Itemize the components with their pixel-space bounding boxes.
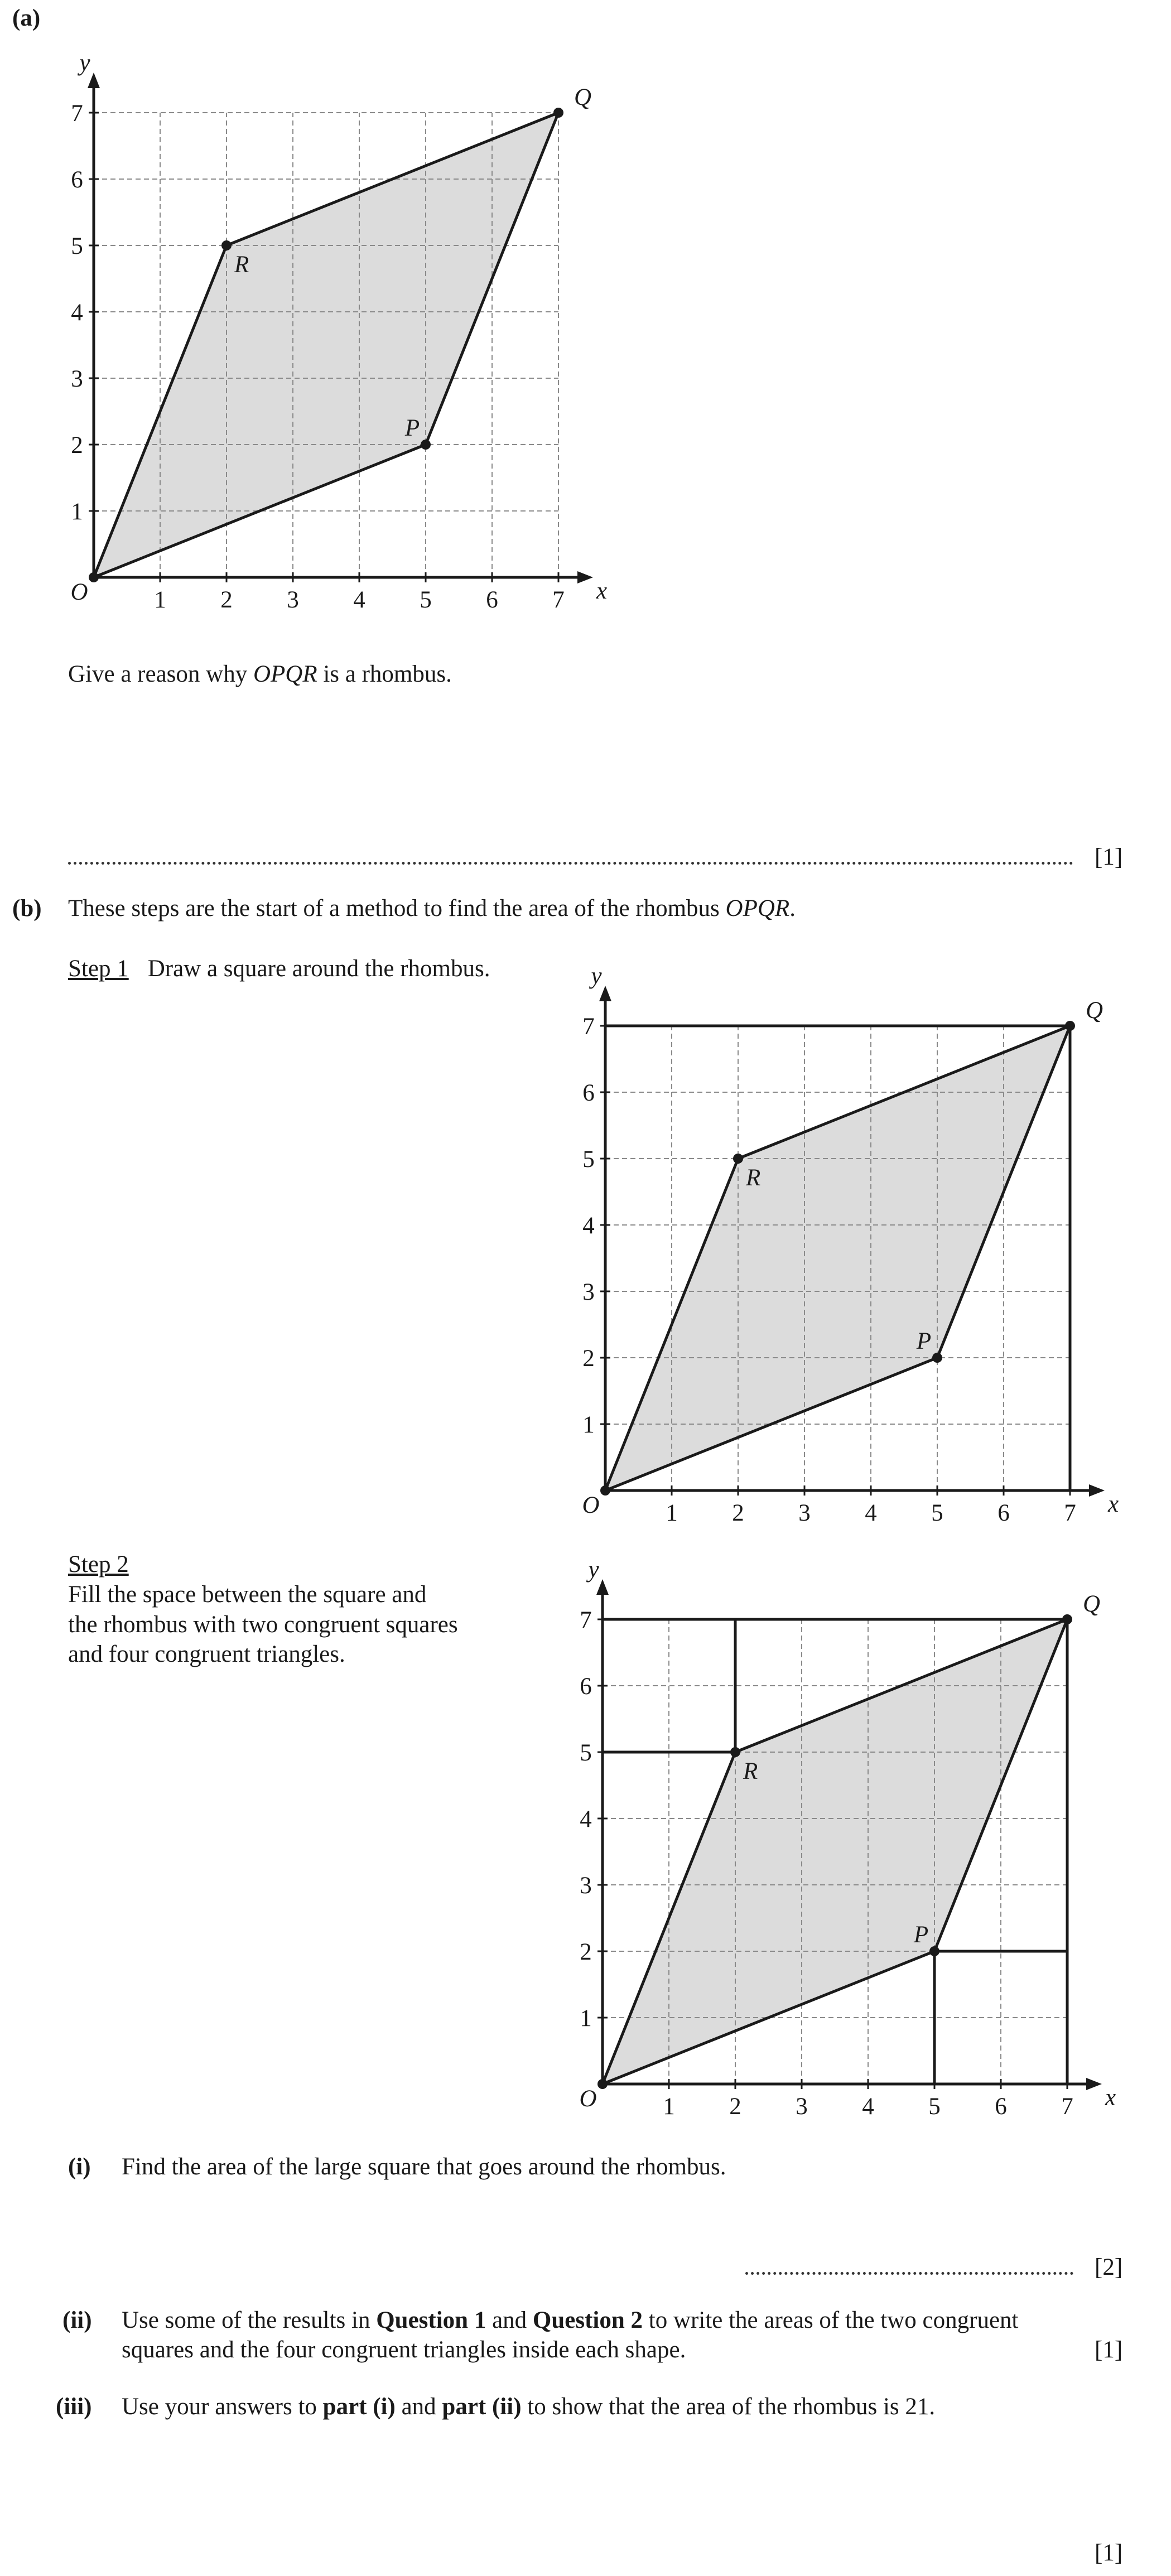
y-tick-label: 4 [580, 1806, 592, 1832]
point-label-p: P [916, 1328, 932, 1354]
x-axis-label: x [596, 578, 608, 604]
shape-name: OPQR [253, 661, 317, 687]
point-o [597, 2079, 608, 2089]
y-tick-label: 7 [582, 1014, 595, 1040]
y-tick-label: 2 [71, 432, 83, 459]
y-tick-label: 1 [580, 2005, 592, 2032]
x-tick-label: 3 [798, 1500, 811, 1526]
part-iii-label: (iii) [56, 2394, 92, 2420]
x-tick-label: 2 [729, 2093, 741, 2120]
y-tick-label: 6 [71, 167, 83, 193]
y-tick-label: 4 [582, 1213, 595, 1239]
x-tick-label: 2 [220, 587, 233, 613]
y-tick-label: 5 [580, 1740, 592, 1766]
point-label-o: O [582, 1492, 600, 1518]
part-b-intro: These steps are the start of a method to find the area of the rhombus OPQR. [68, 895, 796, 922]
y-tick-label: 1 [582, 1412, 595, 1438]
answer-line-i[interactable] [745, 2272, 1073, 2275]
point-label-q: Q [1086, 997, 1103, 1024]
part-b-label: (b) [12, 895, 42, 922]
point-p [929, 1946, 939, 1956]
step-2-line-2: the rhombus with two congruent squares [68, 1611, 458, 1638]
x-tick-label: 6 [486, 587, 498, 613]
x-tick-label: 5 [420, 587, 432, 613]
part-ii-label: (ii) [62, 2307, 92, 2333]
x-axis-arrow-icon [1086, 2078, 1102, 2090]
marks-iii: [1] [1095, 2540, 1123, 2566]
part-i-text: Find the area of the large square that goes around the rhombus. [122, 2154, 726, 2180]
rhombus-fill [603, 1619, 1067, 2084]
marks-i: [2] [1095, 2254, 1123, 2280]
y-tick-label: 1 [71, 499, 83, 525]
point-label-o: O [579, 2086, 597, 2112]
x-tick-label: 4 [353, 587, 365, 613]
point-label-r: R [234, 252, 249, 278]
x-tick-label: 5 [928, 2093, 941, 2120]
x-tick-label: 1 [663, 2093, 675, 2120]
point-label-r: R [743, 1758, 758, 1784]
x-tick-label: 7 [1061, 2093, 1073, 2120]
y-tick-label: 3 [580, 1873, 592, 1899]
y-tick-label: 6 [582, 1080, 595, 1106]
y-axis-label: y [79, 50, 90, 76]
point-q [1062, 1614, 1072, 1624]
point-label-p: P [404, 415, 420, 441]
part-i-label: (i) [68, 2154, 91, 2180]
x-tick-label: 1 [666, 1500, 678, 1526]
y-axis-label: y [591, 963, 602, 989]
y-tick-label: 3 [71, 366, 83, 392]
y-axis-label: y [588, 1556, 599, 1583]
step-1-text: Draw a square around the rhombus. [147, 956, 490, 982]
x-tick-label: 2 [732, 1500, 744, 1526]
point-label-o: O [70, 579, 88, 605]
y-tick-label: 5 [71, 233, 83, 259]
y-tick-label: 6 [580, 1673, 592, 1700]
step-1-label: Step 1 [68, 956, 129, 982]
x-tick-label: 5 [931, 1500, 943, 1526]
part-ii-text-line-2: squares and the four congruent triangles inside each shape. [122, 2337, 686, 2363]
x-tick-label: 4 [862, 2093, 874, 2120]
step-2-line-3: and four congruent triangles. [68, 1641, 345, 1668]
y-tick-label: 2 [580, 1939, 592, 1965]
y-tick-label: 2 [582, 1345, 595, 1372]
y-tick-label: 4 [71, 300, 83, 326]
y-tick-label: 3 [582, 1279, 595, 1305]
point-label-r: R [746, 1165, 761, 1191]
x-axis-label: x [1108, 1491, 1119, 1517]
x-axis-label: x [1105, 2085, 1116, 2111]
y-tick-label: 7 [71, 100, 83, 127]
y-tick-label: 7 [580, 1607, 592, 1633]
x-tick-label: 6 [995, 2093, 1007, 2120]
part-a-question: Give a reason why OPQR is a rhombus. [68, 661, 452, 687]
step-2-label: Step 2 [68, 1551, 129, 1578]
x-tick-label: 3 [287, 587, 299, 613]
part-ii-text: Use some of the results in Question 1 and Question 2 to write the areas of the two congruent [122, 2307, 1019, 2333]
marks-a: [1] [1095, 844, 1123, 870]
point-label-q: Q [574, 84, 592, 110]
x-tick-label: 4 [865, 1500, 877, 1526]
point-label-q: Q [1083, 1591, 1101, 1617]
marks-ii: [1] [1095, 2337, 1123, 2363]
x-tick-label: 6 [997, 1500, 1010, 1526]
x-tick-label: 7 [1064, 1500, 1076, 1526]
point-label-p: P [913, 1922, 929, 1948]
step-2-line-1: Fill the space between the square and [68, 1581, 427, 1608]
x-tick-label: 3 [796, 2093, 808, 2120]
y-tick-label: 5 [582, 1146, 595, 1173]
x-tick-label: 1 [154, 587, 166, 613]
point-r [730, 1747, 740, 1757]
part-a-label: (a) [12, 5, 41, 31]
x-tick-label: 7 [552, 587, 565, 613]
part-iii-text: Use your answers to part (i) and part (ii) to show that the area of the rhombus is 21. [122, 2394, 936, 2420]
